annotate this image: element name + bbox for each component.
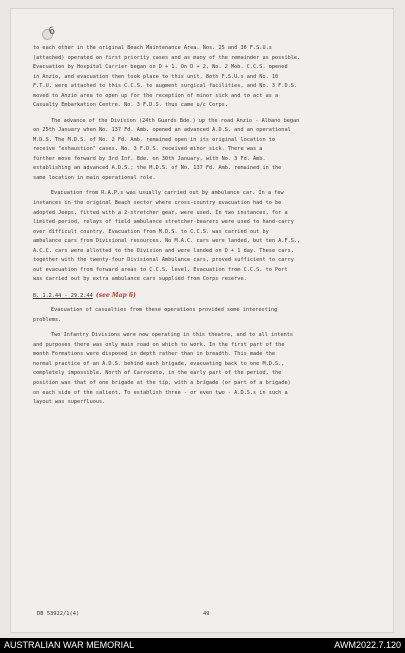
archive-item-id: AWM2022.7.120: [334, 640, 401, 650]
text-line: Evacuation by Hospital Carrier began on D + 1. On D + 2, No. 2 Mob. C.C.S. opened: [33, 64, 288, 71]
document-page: [10, 8, 394, 633]
text-line: on 25th January when No. 137 Fd. Amb. opened an advanced A.D.S. and an operational: [33, 127, 291, 134]
text-line: M.D.S. The M.D.S. of No. 2 Fd. Amb. remained open in its original location to: [33, 136, 276, 143]
text-line: to each other in the original Beach Maintenance Area. Nos. 25 and 36 F.S.U.s: [33, 45, 272, 51]
text-line: receive "exhaustion" cases. No. 3 F.D.S. received minor sick. There was a: [33, 146, 263, 153]
text-line: over difficult country. Evacuation from M.D.S. to C.C.S. was carried out by: [33, 228, 269, 235]
archive-caption-bar: [0, 638, 405, 653]
text-line: same location in main operational role.: [33, 175, 156, 181]
text-line: instances in the original Beach sector where cross-country evacuation had to be: [33, 199, 282, 206]
text-line: adopted Jeeps, fitted with a 2-stretcher gear, were used. In two instances, for a: [33, 209, 288, 216]
text-line: moved to Anzio area to open up for the reception of minor sick and to act as a: [33, 92, 279, 99]
text-line: together with the twenty-four Divisional Ambulance cars, proved sufficient to carry: [33, 257, 294, 264]
text-line: Two Infantry Divisions were now operating in this theatre, and to all intents: [51, 332, 294, 339]
text-line: layout was superfluous.: [33, 399, 106, 406]
text-line: was carried out by extra ambulance cars supplied from Corps reserve.: [33, 276, 247, 283]
text-line: further move forward by 3rd Inf. Bde. on 30th January, with No. 3 Fd. Amb.: [33, 155, 266, 162]
section-heading-line: [33, 291, 377, 301]
section-heading: B. 1.2.44 - 29.2.44: [33, 292, 93, 299]
text-line: on each side of the salient. To establish three - or even two - A.D.S.s in such a: [33, 389, 288, 396]
text-line: Evacuation from R.A.P.s was usually carried out by ambulance car. In a few: [51, 190, 284, 197]
page-number: 49: [203, 611, 210, 617]
document-reference: DB 53922/1(4): [37, 611, 80, 617]
text-line: establishing an advanced A.D.S.; the M.D.S. of No. 137 Fd. Amb. remained in the: [33, 165, 282, 172]
text-line: (attached) operated on first priority cases and as many of the remainder as possible.: [33, 54, 301, 61]
text-line: out evacuation from forward areas to C.C.S. level. Evacuation from C.C.S. to Port: [33, 266, 288, 273]
text-line: position was that of one brigade at the tip, with a brigade (or part of a brigade): [33, 379, 291, 386]
archive-name: AUSTRALIAN WAR MEMORIAL: [4, 640, 135, 650]
text-line: and purposes there was only main road on which to work. In the first part of the: [33, 341, 285, 348]
text-line: Evacuation of casualties from these operations provided some interesting: [51, 307, 278, 314]
text-line: in Anzio, and evacuation then took place to this unit. Both F.S.U.s and No. 10: [33, 73, 279, 80]
handwritten-map-note: (see Map 6): [95, 291, 136, 299]
text-line: limited period, relays of field ambulance stretcher-bearers were used to hand-carry: [33, 219, 294, 226]
text-line: A.C.C. cars were allotted to the Division and were landed on D + 1 day. These cars,: [33, 247, 294, 254]
text-line: The advance of the Division (24th Guards Bde.) up the road Anzio - Albano began: [51, 117, 300, 124]
text-line: ambulance cars from Divisional resources. No M.A.C. cars were landed, but ten A.F.S.,: [33, 238, 301, 245]
text-line: problems.: [33, 316, 62, 323]
text-line: normal practice of an A.D.S. behind each brigade, evacuating back to one M.D.S.,: [33, 360, 285, 367]
text-line: completely impossible. North of Carroceto, in the early part of the period, the: [33, 370, 282, 377]
text-line: month Formations were disposed in depth rather than in breadth. This made the: [33, 351, 276, 358]
text-line: F.T.U. were attached to this C.C.S. to augment surgical facilities, and No. 3 F.D.S.: [33, 83, 298, 90]
text-line: Casualty Embarkation Centre. No. 3 F.D.S. thus came u/c Corps.: [33, 102, 228, 109]
document-body: [33, 44, 377, 408]
handwritten-mark: 6: [47, 25, 57, 38]
